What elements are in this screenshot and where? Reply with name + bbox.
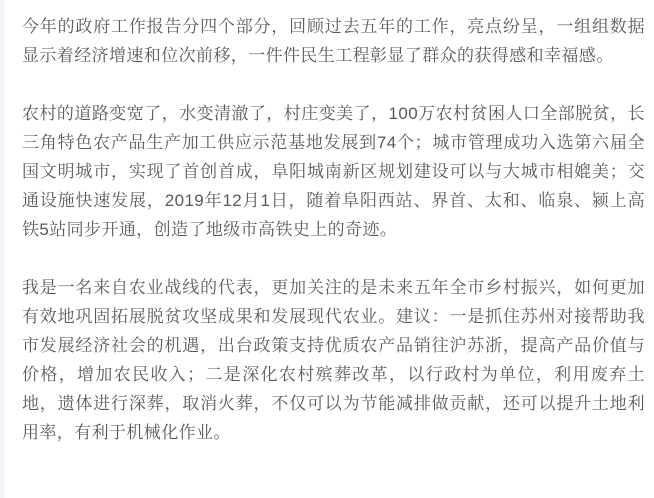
paragraph-delegate-suggestions: 我是一名来自农业战线的代表，更加关注的是未来五年全市乡村振兴，如何更加有效地巩固拓展脱贫攻坚成果和发展现代农业。建议：一是抓住苏州对接帮助我市发展经济社会的机遇，出台政策支持优质农产品销往沪苏浙，提高产品价值与价格，增加农民收入；二是深化农村殡葬改革，以行政村为单位，利用废弃土地，遗体进行深葬，取消火葬，不仅可以为节能减排做贡献，还可以提升土地利用率，有利于机械化作业。 <box>22 278 645 442</box>
page-edge-strip <box>0 0 5 498</box>
paragraph-rural-achievements: 农村的道路变宽了，水变清澈了，村庄变美了，100万农村贫困人口全部脱贫，长三角特色农产品生产加工供应示范基地发展到74个；城市管理成功入选第六届全国文明城市，实现了首创首成，阜阳城南新区规划建设可以与大城市相媲美；交通设施快速发展，2019年12月1日，随着阜阳西站、界首、太和、临泉、颍上高铁5站同步开通，创造了地级市高铁史上的奇迹。 <box>22 104 645 239</box>
article-content <box>22 12 645 447</box>
paragraph-government-report-overview: 今年的政府工作报告分四个部分，回顾过去五年的工作，亮点纷呈，一组组数据显示着经济增速和位次前移，一件件民生工程彰显了群众的获得感和幸福感。 <box>22 17 645 65</box>
